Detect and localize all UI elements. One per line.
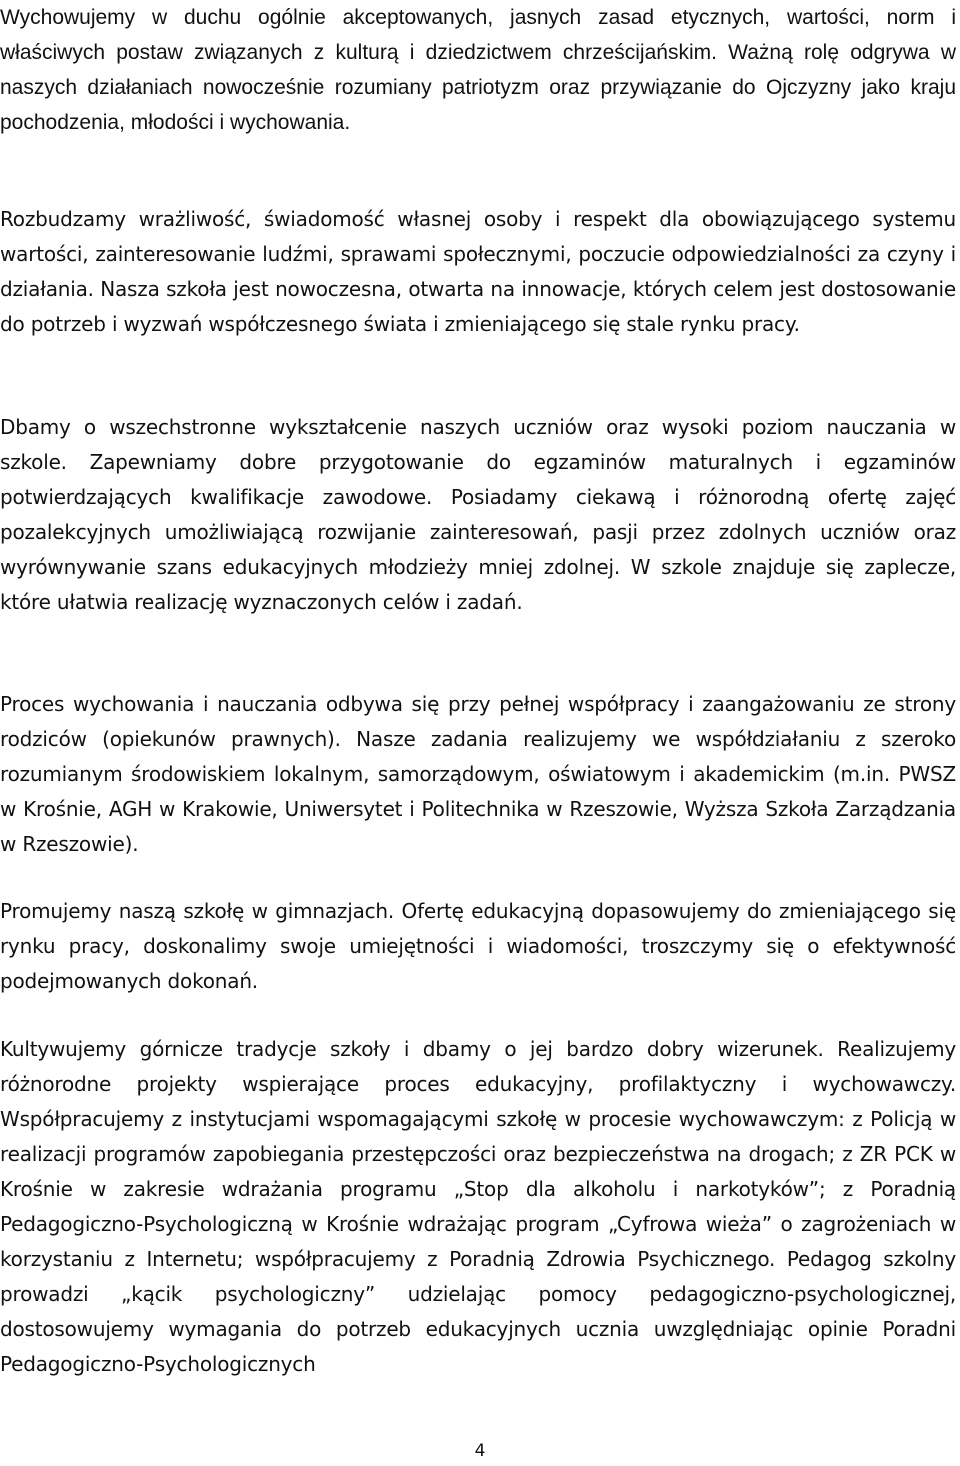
paragraph-sensitivity-awareness: Rozbudzamy wrażliwość, świadomość własnej osoby i respekt dla obowiązującego systemu wartości, zainteresowanie ludźmi, sprawami społecznymi, poczucie odpowiedzialności za czyny i działania. Nasza szkoła jest nowoczesna, otwarta na innowacje, których celem jest dostosowanie do potrzeb i wyzwań współczesnego świata i zmieniającego się stale rynku pracy.	[0, 207, 956, 336]
paragraph-values-upbringing: Wychowujemy w duchu ogólnie akceptowanych, jasnych zasad etycznych, wartości, norm i właściwych postaw związanych z kulturą i dziedzictwem chrześcijańskim. Ważną rolę odgrywa w naszych działaniach nowocześnie rozumiany patriotyzm oraz przywiązanie do Ojczyzny jako kraju pochodzenia, młodości i wychowania.	[0, 6, 956, 134]
page-number: 4	[474, 1441, 486, 1461]
paragraph-school-promotion: Promujemy naszą szkołę w gimnazjach. Ofertę edukacyjną dopasowujemy do zmieniającego się rynku pracy, doskonalimy swoje umiejętności i wiadomości, troszczymy się o efektywność podejmowanych dokonań.	[0, 899, 956, 993]
paragraph-parents-cooperation: Proces wychowania i nauczania odbywa się przy pełnej współpracy i zaangażowaniu ze strony rodziców (opiekunów prawnych). Nasze zadania realizujemy we współdziałaniu z szeroko rozumianym środowiskiem lokalnym, samorządowym, oświatowym i akademickim (m.in. PWSZ w Krośnie, AGH w Krakowie, Uniwersytet i Politechnika w Rzeszowie, Wyższa Szkoła Zarządzania w Rzeszowie).	[0, 692, 956, 856]
paragraph-education-quality: Dbamy o wszechstronne wykształcenie naszych uczniów oraz wysoki poziom nauczania w szkole. Zapewniamy dobre przygotowanie do egzaminów maturalnych i egzaminów potwierdzających kwalifikacje zawodowe. Posiadamy ciekawą i różnorodną ofertę zajęć pozalekcyjnych umożliwiającą rozwijanie zainteresowań, pasji przez zdolnych uczniów oraz wyrównywanie szans edukacyjnych młodzieży mniej zdolnej. W szkole znajduje się zaplecze, które ułatwia realizację wyznaczonych celów i zadań.	[0, 415, 956, 614]
paragraph-traditions-projects: Kultywujemy górnicze tradycje szkoły i dbamy o jej bardzo dobry wizerunek. Realizujemy różnorodne projekty wspierające proces edukacyjny, profilaktyczny i wychowawczy. Współpracujemy z instytucjami wspomagającymi szkołę w procesie wychowawczym: z Policją w realizacji programów zapobiegania przestępczości oraz bezpieczeństwa na drogach; z ZR PCK w Krośnie w zakresie wdrażania programu „Stop dla alkoholu i narkotyków”; z Poradnią Pedagogiczno-Psychologiczną w Krośnie wdrażając program „Cyfrowa wieża” o zagrożeniach w korzystaniu z Internetu; współpracujemy z Poradnią Zdrowia Psychicznego. Pedagog szkolny prowadzi „kącik psychologiczny” udzielając pomocy pedagogiczno-psychologicznej, dostosowujemy wymagania do potrzeb edukacyjnych ucznia uwzględniając opinie Poradni Pedagogiczno-Psychologicznych	[0, 1037, 956, 1376]
